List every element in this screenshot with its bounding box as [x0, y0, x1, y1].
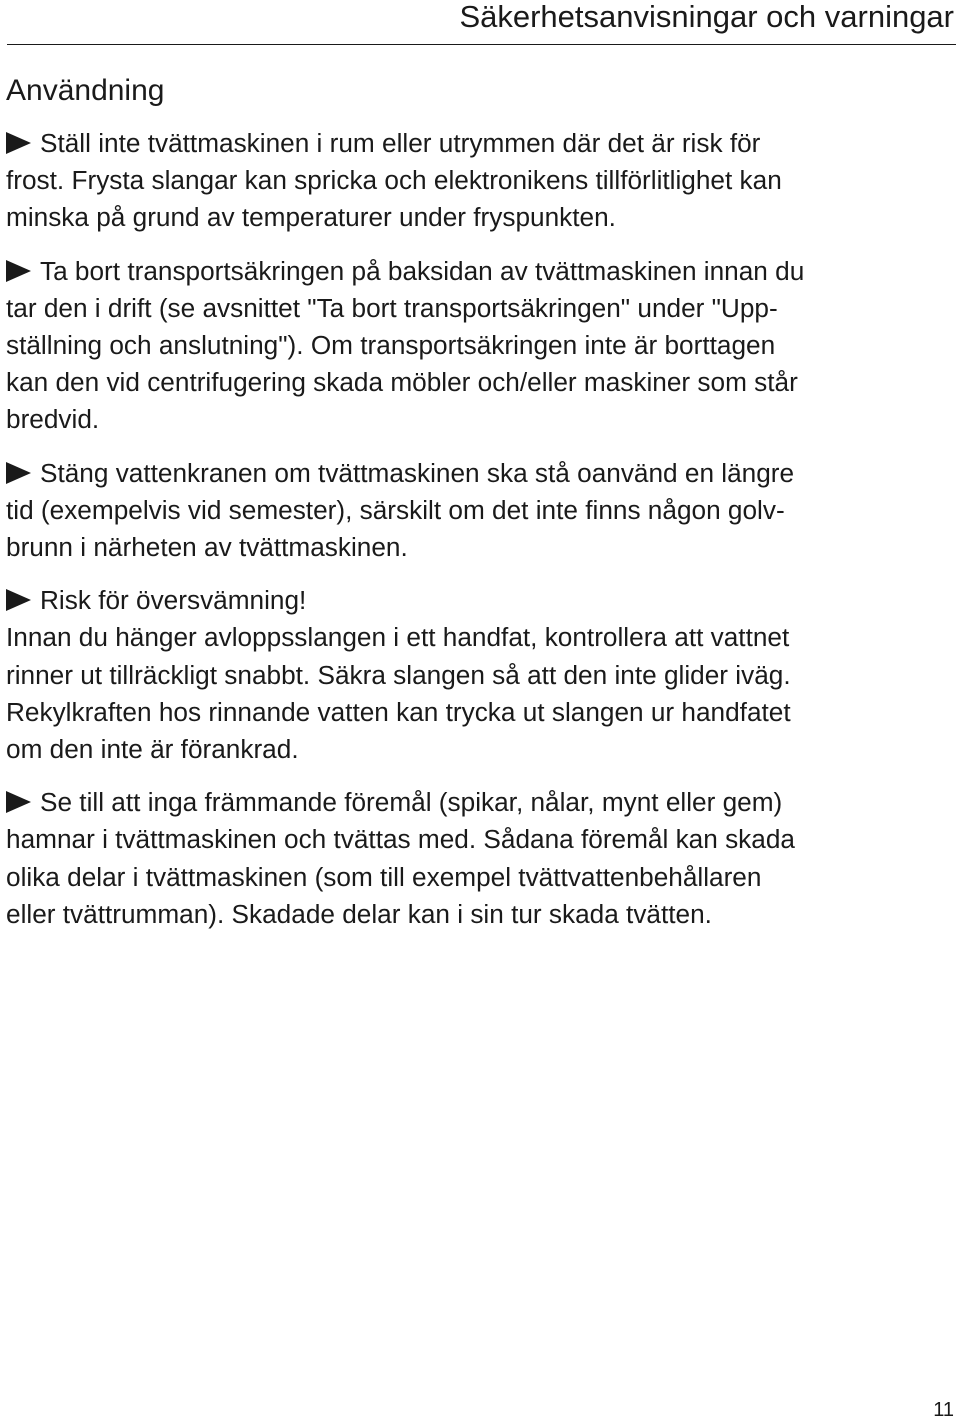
triangle-arrow-right-icon [6, 132, 31, 154]
text-line: bredvid. [6, 404, 100, 435]
text-line: Stäng vattenkranen om tvättmaskinen ska stå oanvänd en längre [6, 455, 952, 492]
text-line: Rekylkraften hos rinnande vatten kan trycka ut slangen ur handfatet [6, 696, 791, 727]
text-line: eller tvättrumman). Skadade delar kan i sin tur skada tvätten. [6, 898, 712, 929]
triangle-arrow-right-icon [6, 260, 31, 282]
text-line: Innan du hänger avloppsslangen i ett handfat, kontrollera att vattnet [6, 622, 790, 653]
text-line: ställning och anslutning"). Om transportsäkringen inte är borttagen [6, 330, 776, 361]
warning-list [6, 125, 952, 949]
text-line: om den inte är förankrad. [6, 734, 299, 765]
section-heading: Användning [6, 74, 165, 107]
text-line: tar den i drift (se avsnittet "Ta bort transportsäkringen" under "Upp- [6, 292, 778, 323]
text-line: olika delar i tvättmaskinen (som till exempel tvättvattenbehållaren [6, 861, 762, 892]
text-line: brunn i närheten av tvättmaskinen. [6, 532, 408, 563]
warning-item-transport-lock [6, 253, 952, 439]
text-line: frost. Frysta slangar kan spricka och elektronikens tillförlitlighet kan [6, 165, 782, 196]
text-line: tid (exempelvis vid semester), särskilt om det inte finns någon golv- [6, 494, 785, 525]
text-line: rinner ut tillräckligt snabbt. Säkra slangen så att den inte glider iväg. [6, 659, 791, 690]
text-line: Ta bort transportsäkringen på baksidan av tvättmaskinen innan du [6, 253, 952, 290]
warning-item-frost [6, 125, 952, 237]
page-header-title: Säkerhetsanvisningar och varningar [459, 0, 954, 34]
triangle-arrow-right-icon [6, 462, 31, 484]
text-line: minska på grund av temperaturer under fryspunkten. [6, 202, 616, 233]
text-line: Se till att inga främmande föremål (spikar, nålar, mynt eller gem) [6, 784, 952, 821]
triangle-arrow-right-icon [6, 791, 31, 813]
warning-item-water-tap [6, 455, 952, 567]
text-line: hamnar i tvättmaskinen och tvättas med. Sådana föremål kan skada [6, 824, 795, 855]
header-divider [7, 44, 956, 45]
page-number: 11 [933, 1399, 954, 1421]
warning-item-foreign-objects [6, 784, 952, 933]
text-line: Risk för översvämning! [6, 582, 952, 619]
triangle-arrow-right-icon [6, 589, 31, 611]
text-line: Ställ inte tvättmaskinen i rum eller utrymmen där det är risk för [6, 125, 952, 162]
text-line: kan den vid centrifugering skada möbler och/eller maskiner som står [6, 367, 798, 398]
warning-item-flooding [6, 582, 952, 768]
